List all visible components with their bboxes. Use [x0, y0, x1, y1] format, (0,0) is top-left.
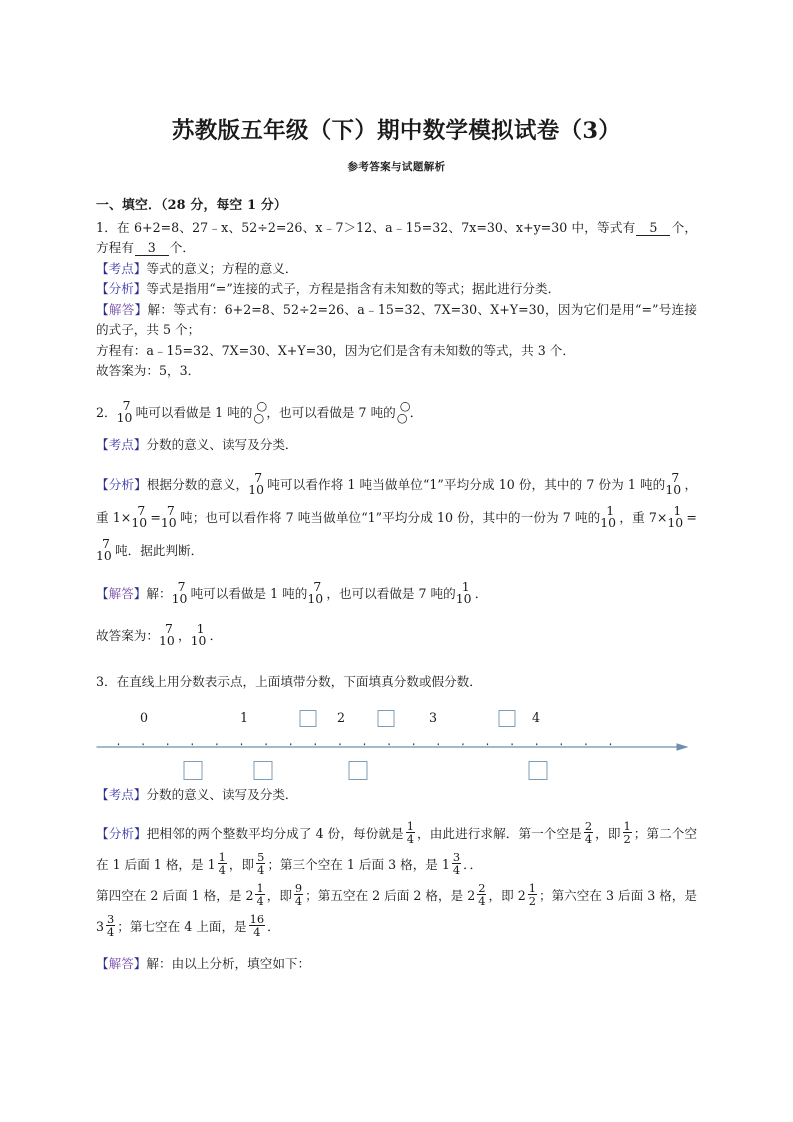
jieda-tag: 【解答】 [96, 955, 147, 971]
fraction-7-10: 7 10 [665, 469, 682, 497]
question-3-stem-text: 在直线上用分数表示点，上面填带分数，下面填真分数或假分数． [116, 673, 482, 689]
q3-fenxi-t6: ；第三个空在 1 后面 3 格，是 1 [267, 856, 450, 872]
question-1-fenxi [96, 279, 697, 300]
question-1-jieda-line-3: 故答案为：5，3． [96, 363, 201, 378]
kaodian-tag: 【考点】 [96, 787, 147, 802]
fraction-5-4: $\frac{5}{4}$ [257, 849, 265, 877]
kaodian-tag: 【考点】 [96, 260, 147, 276]
fraction-3-4: $\frac{3}{4}$ [107, 911, 115, 939]
question-2-answer [96, 621, 697, 651]
number-line-top-box-1[interactable] [300, 710, 317, 727]
q3-fenxi-t3: ，即 [595, 825, 621, 841]
question-1-kaodian [96, 259, 697, 280]
spacer-2 [96, 423, 697, 435]
question-1-jieda-line-3-wrap [96, 361, 697, 382]
fraction-1-10: 1 10 [600, 502, 617, 530]
fenxi-tag: 【分析】 [96, 825, 147, 841]
question-3-kaodian-text: 分数的意义、读写及分类． [146, 787, 298, 802]
question-2-kaodian [96, 435, 697, 456]
blank-fraction-2[interactable]: ○ ○ [396, 397, 411, 425]
question-1-stem-part3: 个． [169, 240, 195, 255]
number-line-label-2: 2 [336, 710, 346, 725]
fraction-1-2: $\frac{1}{2}$ [623, 818, 631, 846]
document-body [96, 174, 697, 974]
fraction-1-10: 1 10 [455, 578, 472, 606]
question-1-stem-part1: 在 6+2=8、27﹣x、52÷2=26、x﹣7＞12、a﹣15=32、7x=30、x+y=30 中，等式有 [117, 219, 636, 235]
number-line-label-0: 0 [139, 710, 149, 725]
axis-ticks [119, 743, 611, 745]
question-2-stem [96, 397, 697, 425]
fraction-1-10: 1 10 [667, 502, 684, 530]
number-line-axis [96, 741, 697, 753]
number-line-bottom-box-4[interactable] [529, 761, 548, 780]
q2-jieda-t2: 吨可以看做是 1 吨的 [190, 585, 308, 601]
question-1-number: 1． [96, 219, 118, 235]
page-title: 苏教版五年级（下）期中数学模拟试卷（3） [171, 118, 622, 144]
question-1-jieda [96, 300, 697, 341]
question-2-jieda [96, 579, 697, 609]
question-3-number: 3． [96, 673, 117, 689]
question-1-stem [96, 218, 697, 259]
spacer-3 [96, 456, 697, 468]
blank-fraction-1[interactable]: ○ ○ [253, 397, 268, 425]
fraction-7-10: 7 10 [131, 502, 148, 530]
fraction-16-4: $\frac{16}{4}$ [249, 911, 265, 939]
question-1-kaodian-text: 等式的意义；方程的意义． [146, 260, 298, 276]
jieda-tag: 【解答】 [96, 585, 147, 601]
question-1-jieda-line-2-wrap [96, 341, 697, 362]
jieda-tag: 【解答】 [96, 301, 148, 317]
fraction-7-10: 7 10 [116, 397, 133, 425]
q3-fenxi-t14: ． [267, 918, 280, 934]
fenxi-tag: 【分析】 [96, 476, 147, 492]
spacer-1 [96, 382, 697, 403]
q3-fenxi-t13: ；第七空在 4 上面，是 [117, 918, 247, 934]
fraction-7-10: 7 10 [248, 469, 264, 497]
fraction-1-4: $\frac{1}{4}$ [256, 880, 264, 908]
q2-fenxi-t2: 吨可以看作将 1 吨当做单位“1”平均分成 10 份，其中的 7 份为 1 吨的 [267, 476, 666, 492]
question-3-fenxi [96, 818, 697, 880]
q2-answer-suffix: ． [209, 627, 223, 643]
fraction-7-10: 7 10 [171, 578, 188, 606]
question-2-number: 2． [96, 404, 117, 420]
spacer-8 [96, 942, 697, 954]
number-line-label-1: 1 [239, 710, 249, 725]
q3-fenxi-t10: ；第五空在 2 后面 2 格，是 2 [305, 887, 476, 903]
question-2 [96, 397, 698, 651]
number-line-bottom-box-2[interactable] [254, 761, 273, 780]
spacer-4 [96, 567, 697, 579]
q2-fenxi-t4: = [150, 509, 161, 525]
q2-fenxi-t3: ，重 1× [96, 476, 698, 525]
number-line-bottom-box-1[interactable] [184, 761, 203, 780]
spacer-5 [96, 609, 697, 621]
question-2-text-3: ． [409, 404, 423, 420]
question-3-kaodian [96, 785, 697, 806]
q2-answer-sep: ， [177, 627, 191, 643]
q2-jieda-t3: ，也可以看做是 7 吨的 [326, 585, 456, 601]
question-2-text-2: ，也可以看做是 7 吨的 [266, 404, 396, 420]
question-1-jieda-line-1: 解：等式有：6+2=8、52÷2=26、a﹣15=32、7X=30、X+Y=30，因为它们是用“=”号连接的式子，共 5 个； [96, 301, 698, 337]
fraction-3-4: $\frac{3}{4}$ [452, 849, 461, 877]
q2-fenxi-t1: 根据分数的意义， [146, 476, 249, 492]
question-1-blank-2[interactable]: 3 [135, 240, 169, 256]
fraction-7-10: 7 10 [158, 620, 175, 648]
fraction-1-4: $\frac{1}{4}$ [218, 849, 226, 877]
question-3-fenxi-cont [96, 880, 697, 942]
question-1-fenxi-text: 等式是指用“=”连接的式子，方程是指含有未知数的等式；据此进行分类． [146, 281, 561, 296]
fraction-1-2: $\frac{1}{2}$ [528, 880, 536, 908]
fraction-7-10: 7 10 [160, 502, 177, 530]
question-2-fenxi [96, 468, 697, 567]
number-line-label-4: 4 [531, 710, 541, 725]
q2-fenxi-t8: 吨．据此判断． [115, 542, 204, 558]
fraction-9-4: $\frac{9}{4}$ [294, 880, 303, 908]
question-1 [96, 218, 697, 382]
section-heading: 一、填空．（28 分，每空 1 分） [96, 198, 287, 213]
q3-fenxi-t8: 第四空在 2 后面 1 格，是 2 [96, 887, 254, 903]
q2-fenxi-t6: ，重 7× [619, 509, 668, 525]
question-1-jieda-line-2: 方程有：a﹣15=32、7X=30、X+Y=30，因为它们是含有未知数的等式，共 3 个． [96, 342, 575, 358]
q2-fenxi-t7: = [686, 509, 697, 525]
number-line-label-3: 3 [428, 710, 438, 725]
number-line-bottom-box-3[interactable] [349, 761, 368, 780]
question-3-jieda [96, 954, 697, 975]
question-3-stem [96, 672, 697, 693]
page-subtitle: 参考答案与试题解析 [347, 161, 446, 173]
q3-fenxi-t7: ．． [463, 856, 483, 872]
question-2-kaodian-text: 分数的意义、读写及分类． [146, 437, 298, 452]
q2-fenxi-t5: 吨；也可以看作将 7 吨当做单位“1”平均分成 10 份，其中的一份为 7 吨的 [179, 509, 601, 525]
number-line-top-box-2[interactable] [378, 710, 395, 727]
fraction-7-10: 7 10 [307, 578, 324, 606]
fenxi-tag: 【分析】 [96, 281, 147, 296]
question-1-blank-1[interactable]: 5 [636, 220, 670, 236]
q3-fenxi-t1: 把相邻的两个整数平均分成了 4 份，每份就是 [146, 825, 404, 841]
fraction-1-10: 1 10 [190, 620, 207, 648]
fraction-7-10: 7 10 [96, 535, 112, 563]
q2-jieda-t4: ． [474, 585, 488, 601]
q3-fenxi-t2: ，由此进行求解．第一个空是 [416, 825, 582, 841]
spacer-6 [96, 651, 697, 672]
q3-fenxi-t11: ，即 2 [488, 887, 526, 903]
number-line-top-box-3[interactable] [499, 710, 516, 727]
spacer-7 [96, 806, 697, 818]
question-3-jieda-text: 解：由以上分析，填空如下： [146, 955, 311, 971]
fraction-2-4: $\frac{2}{4}$ [478, 880, 486, 908]
number-line-figure [96, 699, 697, 785]
q3-fenxi-t12: ；第六空在 3 后面 3 格，是 3 [96, 887, 697, 934]
q3-fenxi-t9: ，即 [266, 887, 292, 903]
fraction-1-4: $\frac{1}{4}$ [406, 818, 414, 846]
question-1-stem-part2: 个，方程有 [96, 219, 698, 255]
kaodian-tag: 【考点】 [96, 437, 147, 452]
question-2-text-1: 吨可以看做是 1 吨的 [135, 404, 253, 420]
question-3 [96, 672, 697, 975]
q2-answer-prefix: 故答案为： [96, 627, 159, 643]
q3-fenxi-t4: ；第二个空在 1 后面 1 格，是 1 [96, 825, 698, 872]
q3-fenxi-t5: ，即 [228, 856, 255, 872]
fraction-2-4: $\frac{2}{4}$ [584, 818, 593, 846]
q2-jieda-t1: 解： [146, 585, 172, 601]
